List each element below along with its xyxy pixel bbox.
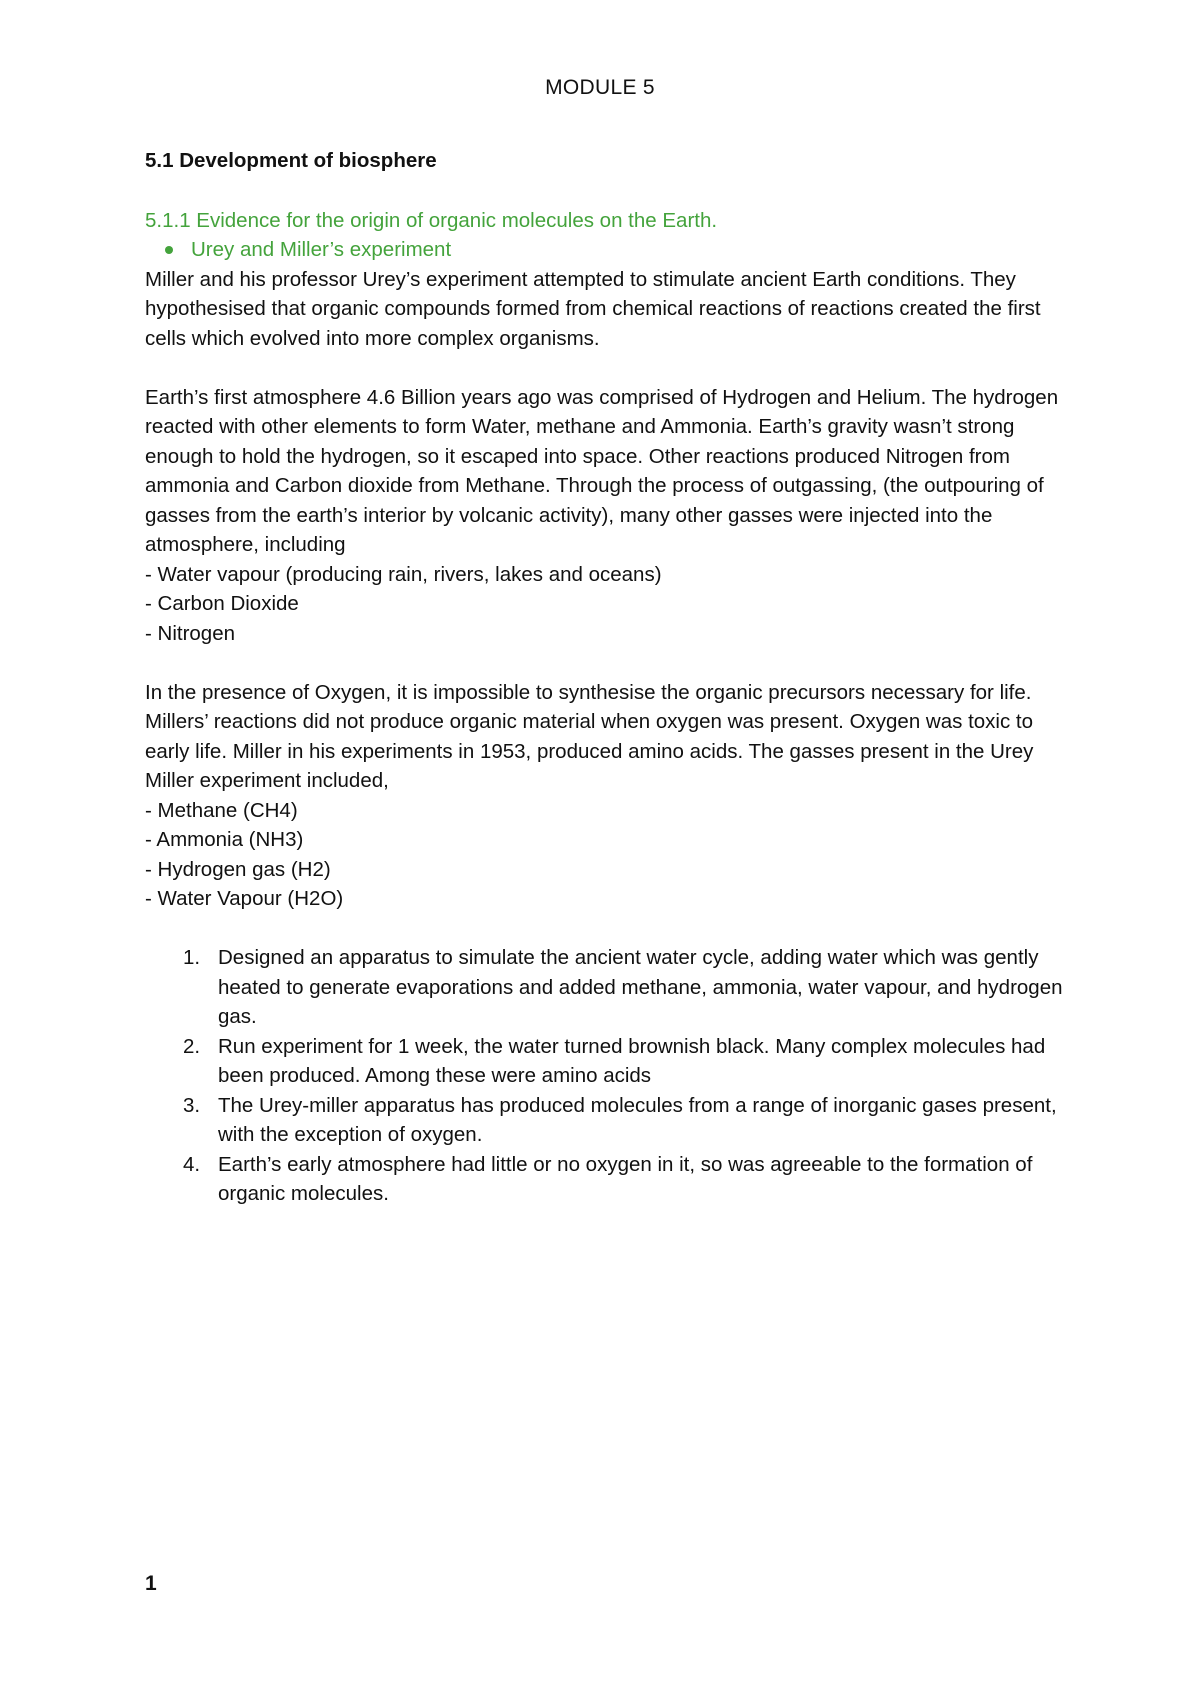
document-body — [145, 146, 1065, 1209]
document-title: MODULE 5 — [545, 76, 655, 99]
bullet-dot-icon — [165, 246, 173, 254]
step-number: 4. — [183, 1152, 201, 1176]
outgassing-list-item: - Carbon Dioxide — [145, 592, 299, 615]
section-heading: 5.1 Development of biosphere — [145, 149, 437, 172]
step-text: The Urey-miller apparatus has produced molecules from a range of inorganic gases present, with the exception of oxygen. — [218, 1093, 1057, 1146]
intro-paragraph: Miller and his professor Urey’s experiment attempted to stimulate ancient Earth conditions. They hypothesised that organic compounds formed from chemical reactions of reactions created the first cells which evolved into more complex organisms. — [145, 267, 1041, 350]
step-text: Earth’s early atmosphere had little or no oxygen in it, so was agreeable to the formation of organic molecules. — [218, 1152, 1033, 1205]
subsection-heading: 5.1.1 Evidence for the origin of organic molecules on the Earth. — [145, 208, 718, 232]
step-item — [145, 1032, 1065, 1091]
step-item — [145, 943, 1065, 1032]
atmosphere-paragraph: Earth’s first atmosphere 4.6 Billion years ago was comprised of Hydrogen and Helium. The hydrogen reacted with other elements to form Water, methane and Ammonia. Earth’s gravity wasn’t strong enough to hold the hydrogen, so it escaped into space. Other reactions produced Nitrogen from ammonia and Carbon dioxide from Methane. Through the process of outgassing, (the outpouring of gasses from the earth’s interior by volcanic activity), many other gasses were injected into the atmosphere, including — [145, 385, 1059, 556]
outgassing-list-item: - Nitrogen — [145, 621, 236, 645]
step-item — [145, 1150, 1065, 1209]
bullet-item — [191, 235, 1065, 265]
gas-list-item: - Ammonia (NH3) — [145, 828, 304, 851]
gas-list-item: - Water Vapour (H2O) — [145, 887, 344, 910]
page-number: 1 — [145, 1572, 157, 1595]
experiment-steps-list — [145, 943, 1065, 1209]
step-number: 2. — [183, 1034, 201, 1058]
step-item — [145, 1091, 1065, 1150]
step-number: 1. — [183, 946, 201, 969]
step-text: Designed an apparatus to simulate the ancient water cycle, adding water which was gently heated to generate evaporations and added methane, ammonia, water vapour, and hydrogen gas. — [218, 946, 1063, 1028]
bullet-text: Urey and Miller’s experiment — [191, 238, 452, 261]
outgassing-list-item: - Water vapour (producing rain, rivers, lakes and oceans) — [145, 562, 662, 586]
gas-list-item: - Methane (CH4) — [145, 798, 298, 822]
gas-list-item: - Hydrogen gas (H2) — [145, 857, 331, 881]
step-text: Run experiment for 1 week, the water turned brownish black. Many complex molecules had been produced. Among these were amino acids — [218, 1034, 1046, 1087]
step-number: 3. — [183, 1093, 201, 1117]
oxygen-paragraph: In the presence of Oxygen, it is impossible to synthesise the organic precursors necessary for life. Millers’ reactions did not produce organic material when oxygen was present. Oxygen was toxic to early life. Miller in his experiments in 1953, produced amino acids. The gasses present in the Urey Miller experiment included, — [145, 680, 1034, 792]
bullet-list — [145, 235, 1065, 265]
paragraph-spacer — [145, 648, 1065, 678]
paragraph-spacer — [145, 353, 1065, 383]
